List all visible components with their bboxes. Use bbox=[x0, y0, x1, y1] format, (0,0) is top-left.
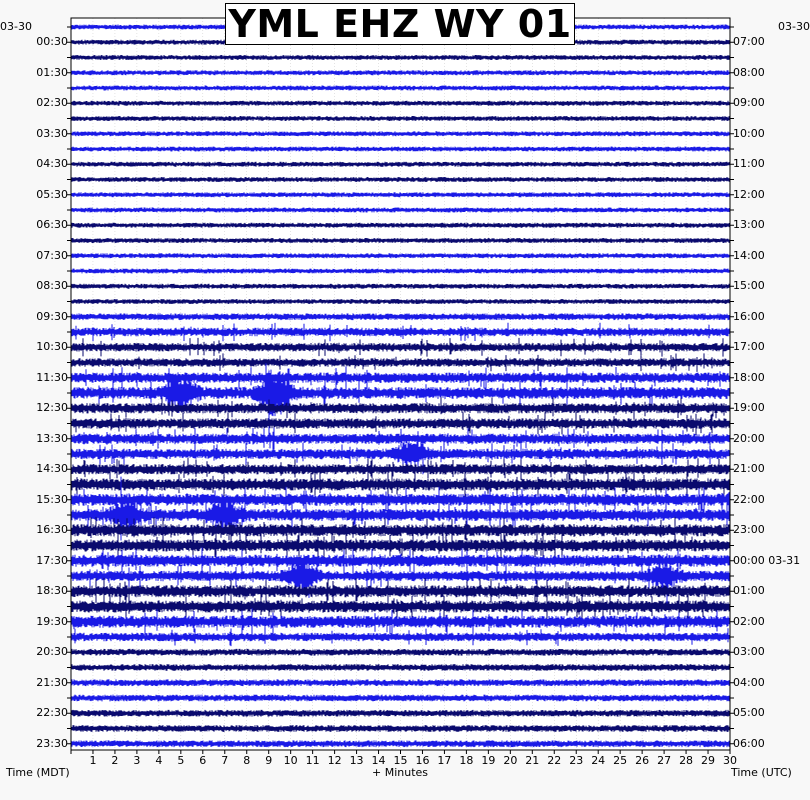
minute-tick-label: 17 bbox=[437, 754, 452, 767]
utc-time-label: 02:00 bbox=[733, 614, 765, 628]
mdt-time-label: 07:30 bbox=[36, 248, 68, 262]
left-date-label: 03-30 bbox=[0, 20, 32, 33]
minute-tick-label: 18 bbox=[459, 754, 474, 767]
minute-tick-label: 21 bbox=[525, 754, 540, 767]
minute-tick-label: 24 bbox=[591, 754, 606, 767]
mdt-time-label: 11:30 bbox=[36, 370, 68, 384]
utc-time-label: 13:00 bbox=[733, 218, 765, 232]
minute-tick-label: 16 bbox=[415, 754, 430, 767]
utc-time-label: 23:00 bbox=[733, 523, 765, 537]
utc-time-label: 06:00 bbox=[733, 736, 765, 750]
utc-time-label: 05:00 bbox=[733, 706, 765, 720]
title-box bbox=[225, 3, 575, 45]
minute-tick-label: 15 bbox=[393, 754, 408, 767]
mdt-time-label: 16:30 bbox=[36, 523, 68, 537]
mdt-time-label: 06:30 bbox=[36, 218, 68, 232]
minute-tick-label: 23 bbox=[569, 754, 584, 767]
utc-time-label: 00:00 03-31 bbox=[733, 553, 801, 567]
utc-time-label: 11:00 bbox=[733, 157, 765, 171]
mdt-time-label: 08:30 bbox=[36, 279, 68, 293]
right-axis-title: Time (UTC) bbox=[731, 766, 792, 779]
utc-time-label: 21:00 bbox=[733, 462, 765, 476]
minute-tick-label: 30 bbox=[723, 754, 737, 767]
minute-tick-label: 26 bbox=[635, 754, 650, 767]
mdt-time-label: 02:30 bbox=[36, 96, 68, 110]
mdt-time-label: 04:30 bbox=[36, 157, 68, 171]
minute-tick-label: 10 bbox=[283, 754, 298, 767]
minute-tick-label: 8 bbox=[243, 754, 251, 767]
minute-tick-label: 28 bbox=[679, 754, 694, 767]
mdt-time-label: 20:30 bbox=[36, 645, 68, 659]
minute-tick-label: 7 bbox=[221, 754, 229, 767]
mdt-time-label: 17:30 bbox=[36, 553, 68, 567]
bottom-axis-title: + Minutes bbox=[372, 766, 429, 779]
utc-time-label: 12:00 bbox=[733, 187, 765, 201]
utc-time-label: 15:00 bbox=[733, 279, 765, 293]
utc-time-label: 10:00 bbox=[733, 126, 765, 140]
minute-tick-label: 27 bbox=[657, 754, 672, 767]
mdt-time-label: 19:30 bbox=[36, 614, 68, 628]
mdt-time-label: 18:30 bbox=[36, 584, 68, 598]
utc-time-label: 17:00 bbox=[733, 340, 765, 354]
utc-time-label: 09:00 bbox=[733, 96, 765, 110]
minute-tick-label: 19 bbox=[481, 754, 496, 767]
mdt-time-label: 22:30 bbox=[36, 706, 68, 720]
utc-time-label: 20:00 bbox=[733, 431, 765, 445]
left-axis-title: Time (MDT) bbox=[6, 766, 70, 779]
minute-tick-label: 4 bbox=[155, 754, 163, 767]
utc-time-label: 18:00 bbox=[733, 370, 765, 384]
mdt-time-label: 15:30 bbox=[36, 492, 68, 506]
mdt-time-label: 09:30 bbox=[36, 309, 68, 323]
utc-time-label: 22:00 bbox=[733, 492, 765, 506]
minute-tick-label: 22 bbox=[547, 754, 562, 767]
utc-time-label: 08:00 bbox=[733, 65, 765, 79]
minute-tick-label: 13 bbox=[349, 754, 364, 767]
minute-tick-label: 14 bbox=[371, 754, 386, 767]
mdt-time-label: 01:30 bbox=[36, 65, 68, 79]
minute-tick-label: 11 bbox=[305, 754, 320, 767]
minute-tick-label: 6 bbox=[199, 754, 207, 767]
mdt-time-label: 21:30 bbox=[36, 675, 68, 689]
utc-time-label: 19:00 bbox=[733, 401, 765, 415]
utc-time-label: 07:00 bbox=[733, 35, 765, 49]
utc-time-label: 04:00 bbox=[733, 675, 765, 689]
utc-time-label: 03:00 bbox=[733, 645, 765, 659]
mdt-time-label: 13:30 bbox=[36, 431, 68, 445]
minute-tick-label: 5 bbox=[177, 754, 185, 767]
right-date-label: 03-30 bbox=[778, 20, 810, 33]
mdt-time-label: 23:30 bbox=[36, 736, 68, 750]
minute-tick-label: 9 bbox=[265, 754, 273, 767]
chart-title: YML EHZ WY 01 bbox=[228, 2, 572, 46]
mdt-time-label: 14:30 bbox=[36, 462, 68, 476]
mdt-time-label: 03:30 bbox=[36, 126, 68, 140]
mdt-time-label: 12:30 bbox=[36, 401, 68, 415]
mdt-time-label: 00:30 bbox=[36, 35, 68, 49]
minute-tick-label: 3 bbox=[133, 754, 141, 767]
minute-tick-label: 25 bbox=[613, 754, 628, 767]
utc-time-label: 14:00 bbox=[733, 248, 765, 262]
minute-tick-label: 12 bbox=[327, 754, 342, 767]
minute-tick-label: 2 bbox=[111, 754, 119, 767]
minute-tick-label: 1 bbox=[89, 754, 97, 767]
minute-tick-label: 29 bbox=[701, 754, 716, 767]
mdt-time-label: 05:30 bbox=[36, 187, 68, 201]
utc-time-label: 16:00 bbox=[733, 309, 765, 323]
mdt-time-label: 10:30 bbox=[36, 340, 68, 354]
utc-time-label: 01:00 bbox=[733, 584, 765, 598]
minute-tick-label: 20 bbox=[503, 754, 518, 767]
